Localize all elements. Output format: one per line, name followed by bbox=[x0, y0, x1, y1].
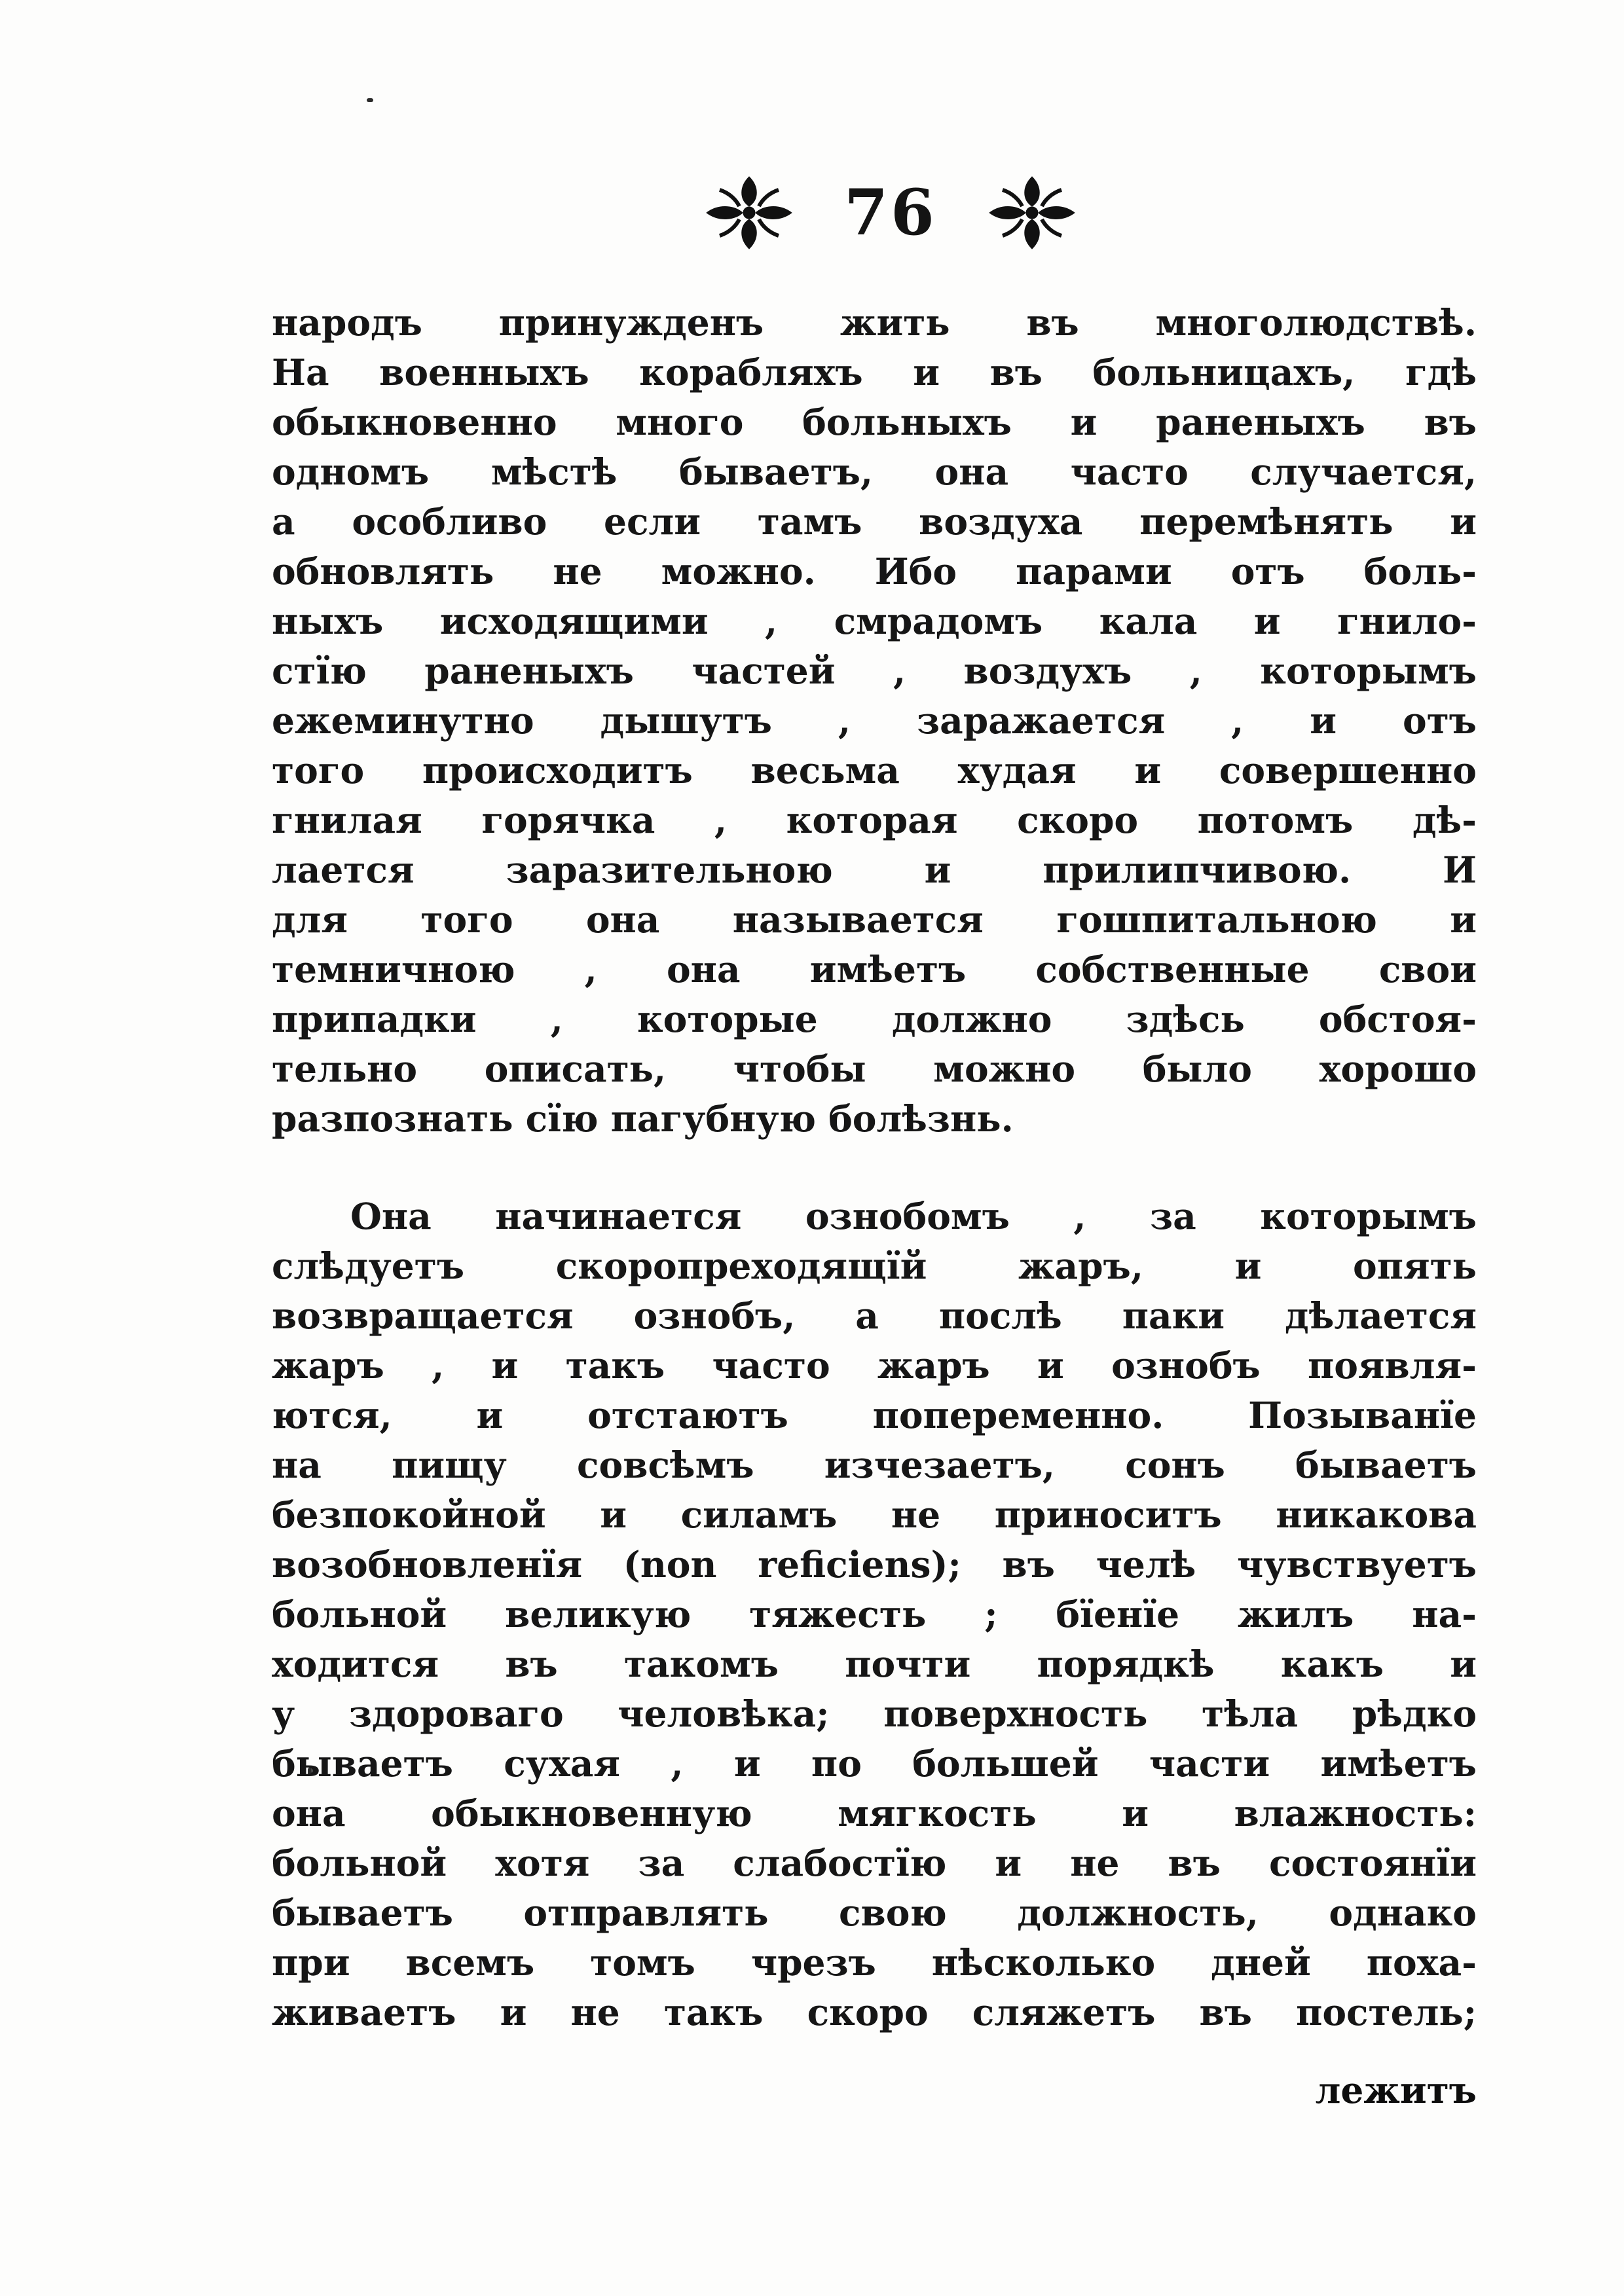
paragraph-1 bbox=[272, 298, 1477, 1144]
left-ornament-icon bbox=[700, 170, 798, 255]
text-line: стїю раненыхъ частей , воздухъ , которымъ bbox=[272, 649, 1477, 692]
right-ornament-icon bbox=[983, 170, 1081, 255]
text-line: того происходитъ весьма худая и совершенно bbox=[272, 749, 1477, 792]
text-line: больной великую тяжесть ; бїенїе жилъ на- bbox=[272, 1593, 1477, 1635]
text-line: а особливо если тамъ воздуха перемѣнять и bbox=[272, 500, 1477, 543]
text-line: для того она называется гошпитальною и bbox=[272, 898, 1477, 941]
text-line: ежеминутно дышутъ , заражается , и отъ bbox=[272, 699, 1477, 742]
text-line: возвращается ознобъ, а послѣ паки дѣлается bbox=[272, 1294, 1477, 1337]
text-line: Она начинается ознобомъ , за которымъ bbox=[350, 1195, 1477, 1237]
text-line: на пищу совсѣмъ изчезаетъ, сонъ бываетъ bbox=[272, 1444, 1477, 1486]
text-line: ныхъ исходящими , смрадомъ кала и гнило- bbox=[272, 600, 1477, 642]
text-line: обновлять не можно. Ибо парами отъ боль- bbox=[272, 550, 1477, 592]
text-line: при всемъ томъ чрезъ нѣсколько дней поха- bbox=[272, 1941, 1477, 1984]
text-line: бываетъ сухая , и по большей части имѣетъ bbox=[272, 1742, 1477, 1785]
text-line: разпознать сїю пагубную болѣзнь. bbox=[272, 1097, 1014, 1140]
text-line: живаетъ и не такъ скоро сляжетъ въ постель; bbox=[272, 1991, 1477, 2033]
text-line: На военныхъ корабляхъ и въ больницахъ, гдѣ bbox=[272, 351, 1477, 393]
text-line: бываетъ отправлять свою должность, однако bbox=[272, 1891, 1477, 1934]
text-line: одномъ мѣстѣ бываетъ, она часто случается, bbox=[272, 450, 1477, 493]
text-line: лается заразительною и прилипчивою. И bbox=[272, 848, 1477, 891]
text-line: возобновленїя (non reficiens); въ челѣ чувствуетъ bbox=[272, 1543, 1477, 1586]
text-line: у здороваго человѣка; поверхность тѣла рѣдко bbox=[272, 1692, 1477, 1735]
text-line: тельно описать, чтобы можно было хорошо bbox=[272, 1048, 1477, 1090]
text-line: она обыкновенную мягкость и влажность: bbox=[272, 1792, 1477, 1834]
text-line: обыкновенно много больныхъ и раненыхъ въ bbox=[272, 401, 1477, 443]
text-line: безпокойной и силамъ не приноситъ никакова bbox=[272, 1493, 1477, 1536]
text-line: жаръ , и такъ часто жаръ и ознобъ появля- bbox=[272, 1344, 1477, 1387]
page-number: 76 bbox=[844, 175, 937, 249]
ink-speck bbox=[367, 98, 373, 102]
text-line: ходится въ такомъ почти порядкѣ какъ и bbox=[272, 1643, 1477, 1685]
text-line: народъ принужденъ жить въ многолюдствѣ. bbox=[272, 301, 1477, 344]
text-line: ются, и отстаютъ попеременно. Позыванїе bbox=[272, 1394, 1477, 1436]
catchword: лежитъ bbox=[1315, 2069, 1477, 2111]
paragraph-2 bbox=[272, 1192, 1477, 2037]
text-line: темничною , она имѣетъ собственные свои bbox=[272, 948, 1477, 991]
page-header bbox=[681, 147, 1100, 278]
text-line: больной хотя за слабостїю и не въ состоянїи bbox=[272, 1842, 1477, 1884]
text-line: гнилая горячка , которая скоро потомъ дѣ- bbox=[272, 799, 1477, 841]
text-line: припадки , которые должно здѣсь обстоя- bbox=[272, 998, 1477, 1040]
text-line: слѣдуетъ скоропреходящїй жаръ, и опять bbox=[272, 1245, 1477, 1287]
